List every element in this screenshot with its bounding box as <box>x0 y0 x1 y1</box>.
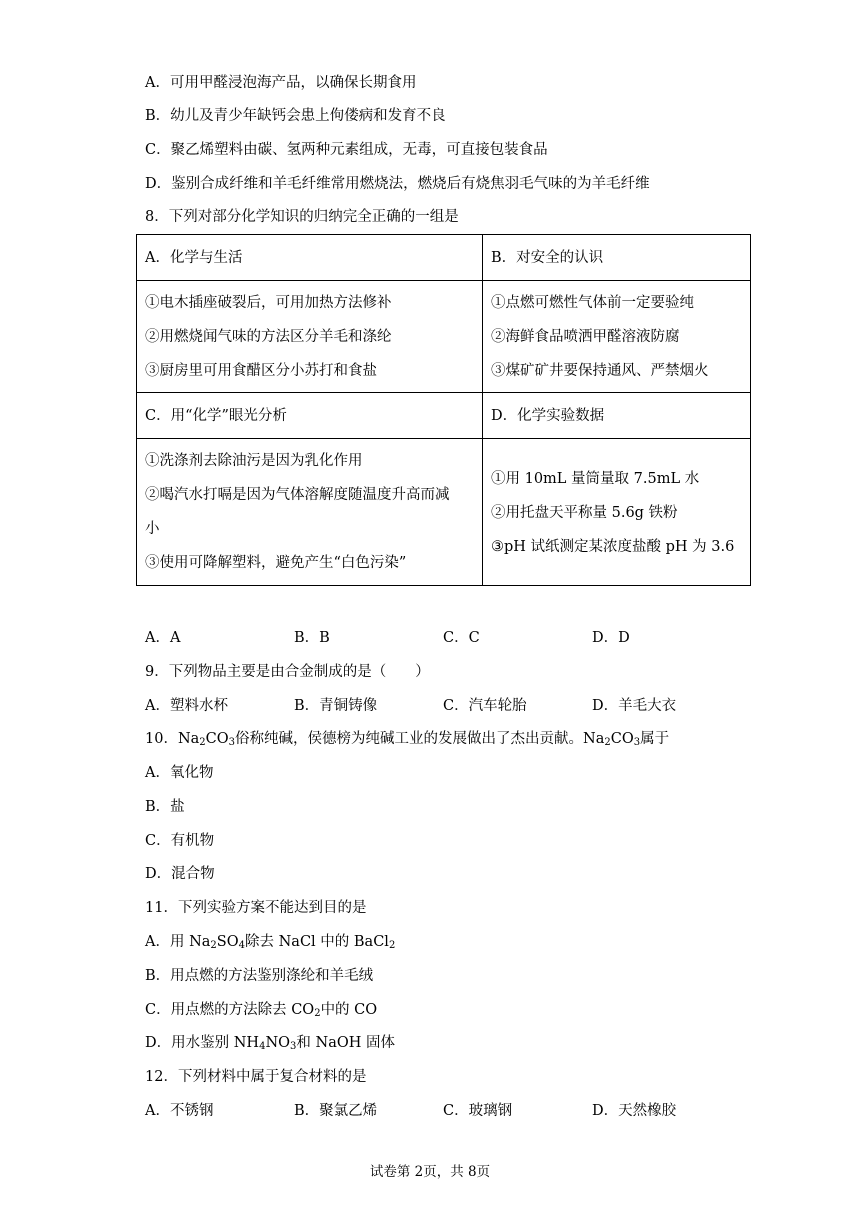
q8-cell-d-header: D．化学实验数据 <box>483 393 751 439</box>
q7-option-b: B．幼儿及青少年缺钙会患上佝偻病和发育不良 <box>145 108 446 124</box>
q12-option-a: A．不锈钢 <box>145 1103 214 1119</box>
q11-option-c: C．用点燃的方法除去 $CO_2$中的 CO <box>145 1002 378 1019</box>
q12-option-d: D．天然橡胶 <box>592 1103 677 1119</box>
q12-options <box>145 1101 845 1121</box>
q9-stem: 9．下列物品主要是由合金制成的是（ ） <box>145 664 430 680</box>
q8-option-d: D．D <box>592 630 630 646</box>
q8-options <box>145 628 845 648</box>
q8-b-item-3: ③煤矿矿井要保持通风、严禁烟火 <box>491 363 709 379</box>
q9-options <box>145 696 845 716</box>
q12-option-c: C．玻璃钢 <box>443 1103 513 1119</box>
q12-option-b: B．聚氯乙烯 <box>294 1103 378 1119</box>
q8-cell-a-header: A．化学与生活 <box>137 235 483 281</box>
q9-option-d: D．羊毛大衣 <box>592 698 677 714</box>
q8-c-item-1: ①洗涤剂去除油污是因为乳化作用 <box>145 453 363 469</box>
q11-stem: 11．下列实验方案不能达到目的是 <box>145 900 367 916</box>
page-footer: 试卷第 2页，共 8页 <box>369 1164 491 1180</box>
q11-option-b: B．用点燃的方法鉴别涤纶和羊毛绒 <box>145 968 374 984</box>
q8-b-item-1: ①点燃可燃性气体前一定要验纯 <box>491 295 694 311</box>
q10-option-a: A．氧化物 <box>145 765 214 781</box>
q8-option-a: A．A <box>145 630 181 646</box>
q10-option-d: D．混合物 <box>145 866 215 882</box>
q10-stem: 10．$Na_2CO_3$俗称纯碱，侯德榜为纯碱工业的发展做出了杰出贡献。$Na_2CO_3$属于 <box>145 731 670 748</box>
q8-option-c: C．C <box>443 630 480 646</box>
q7-option-a: A．可用甲醛浸泡海产品，以确保长期食用 <box>145 75 417 91</box>
q8-c-item-3: ③使用可降解塑料，避免产生“白色污染” <box>145 555 407 571</box>
q8-cell-c-items <box>137 439 483 586</box>
q10-option-b: B．盐 <box>145 799 185 815</box>
q8-cell-b-header: B．对安全的认识 <box>483 235 751 281</box>
q8-a-item-1: ①电木插座破裂后，可用加热方法修补 <box>145 295 392 311</box>
q8-c-item-2-cont: 小 <box>145 521 160 537</box>
q12-stem: 12．下列材料中属于复合材料的是 <box>145 1069 367 1085</box>
q8-cell-c-header: C．用“化学”眼光分析 <box>137 393 483 439</box>
q8-cell-b-items <box>483 281 751 393</box>
q8-c-item-2: ②喝汽水打嗝是因为气体溶解度随温度升高而减 <box>145 487 450 503</box>
q11-option-a: A．用 $Na_2SO_4$除去 NaCl 中的 BaCl$_2$ <box>145 934 396 951</box>
q7-option-d: D．鉴别合成纤维和羊毛纤维常用燃烧法，燃烧后有烧焦羽毛气味的为羊毛纤维 <box>145 176 650 192</box>
q8-b-item-2: ②海鲜食品喷洒甲醛溶液防腐 <box>491 329 680 345</box>
q9-option-c: C．汽车轮胎 <box>443 698 527 714</box>
q8-stem: 8．下列对部分化学知识的归纳完全正确的一组是 <box>145 209 459 225</box>
q9-option-b: B．青铜铸像 <box>294 698 378 714</box>
q8-d-item-1: ①用 10mL 量筒量取 7.5mL 水 <box>491 471 700 487</box>
q8-knowledge-table <box>136 234 751 586</box>
q9-option-a: A．塑料水杯 <box>145 698 228 714</box>
q11-option-d: D．用水鉴别 $NH_4NO_3$和 NaOH 固体 <box>145 1035 395 1052</box>
q8-option-b: B．B <box>294 630 330 646</box>
q8-d-item-3: ③pH 试纸测定某浓度盐酸 pH 为 3.6 <box>491 539 735 555</box>
q10-option-c: C．有机物 <box>145 833 215 849</box>
q8-cell-d-items <box>483 439 751 586</box>
q8-a-item-2: ②用燃烧闻气味的方法区分羊毛和涤纶 <box>145 329 392 345</box>
q8-cell-a-items <box>137 281 483 393</box>
q8-d-item-2: ②用托盘天平称量 5.6g 铁粉 <box>491 505 678 521</box>
q8-a-item-3: ③厨房里可用食醋区分小苏打和食盐 <box>145 363 377 379</box>
q7-option-c: C．聚乙烯塑料由碳、氢两种元素组成，无毒，可直接包装食品 <box>145 142 548 158</box>
